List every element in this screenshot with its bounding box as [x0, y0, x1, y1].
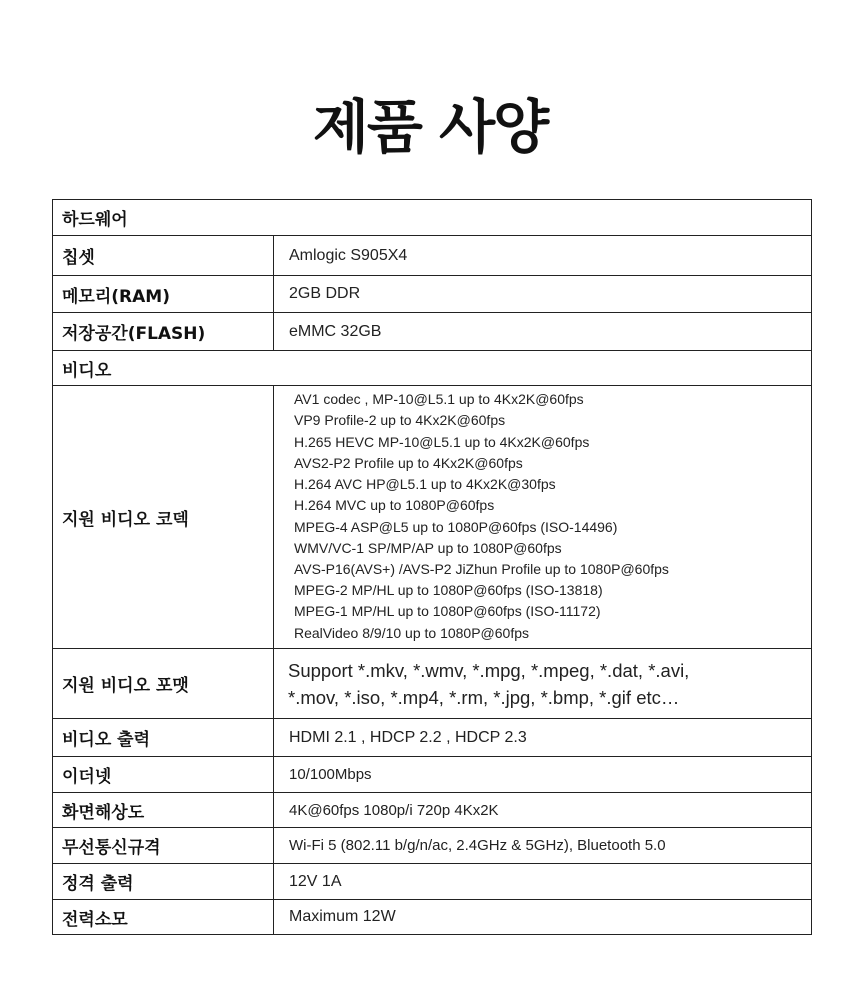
memory-label: 메모리(RAM) [53, 276, 274, 313]
spec-row-rated-output [53, 864, 812, 900]
ethernet-label: 이더넷 [53, 757, 274, 793]
codec-item: H.265 HEVC MP-10@L5.1 up to 4Kx2K@60fps [294, 433, 590, 450]
codec-item: MPEG-1 MP/HL up to 1080P@60fps (ISO-11172) [294, 603, 601, 620]
formats-label: 지원 비디오 포맷 [53, 649, 274, 719]
resolution-value: 4K@60fps 1080p/i 720p 4Kx2K [274, 793, 812, 828]
chipset-label: 칩셋 [53, 236, 274, 276]
codec-item: MPEG-4 ASP@L5 up to 1080P@60fps (ISO-14496) [294, 518, 618, 535]
rated-output-value: 12V 1A [274, 864, 812, 900]
video-out-value: HDMI 2.1 , HDCP 2.2 , HDCP 2.3 [274, 719, 812, 757]
codec-item: WMV/VC-1 SP/MP/AP up to 1080P@60fps [294, 539, 562, 556]
spec-row-ethernet [53, 757, 812, 793]
memory-value: 2GB DDR [274, 276, 812, 313]
spec-row-formats [53, 649, 812, 719]
spec-row-storage [53, 313, 812, 351]
formats-line-1: Support *.mkv, *.wmv, *.mpg, *.mpeg, *.dat, *.avi, [288, 659, 690, 681]
formats-value [274, 649, 812, 719]
codecs-label: 지원 비디오 코덱 [53, 386, 274, 649]
section-heading-hardware: 하드웨어 [53, 200, 812, 236]
power-value: Maximum 12W [274, 900, 812, 935]
storage-label: 저장공간(FLASH) [53, 313, 274, 351]
section-row-video [53, 351, 812, 386]
codec-item: RealVideo 8/9/10 up to 1080P@60fps [294, 624, 530, 641]
codec-item: AVS2-P2 Profile up to 4Kx2K@60fps [294, 454, 523, 471]
spec-row-chipset [53, 236, 812, 276]
codec-item: AVS-P16(AVS+) /AVS-P2 JiZhun Profile up to 1080P@60fps [294, 560, 669, 577]
spec-row-memory [53, 276, 812, 313]
wireless-label: 무선통신규격 [53, 828, 274, 864]
spec-row-resolution [53, 793, 812, 828]
spec-row-video-out [53, 719, 812, 757]
section-heading-video: 비디오 [53, 351, 812, 386]
ethernet-value: 10/100Mbps [274, 757, 812, 793]
rated-output-label: 정격 출력 [53, 864, 274, 900]
wireless-value: Wi-Fi 5 (802.11 b/g/n/ac, 2.4GHz & 5GHz), Bluetooth 5.0 [274, 828, 812, 864]
video-out-label: 비디오 출력 [53, 719, 274, 757]
formats-line-2: *.mov, *.iso, *.mp4, *.rm, *.jpg, *.bmp, *.gif etc… [288, 686, 680, 708]
codec-item: H.264 AVC HP@L5.1 up to 4Kx2K@30fps [294, 476, 556, 493]
formats-text [274, 654, 811, 714]
chipset-value: Amlogic S905X4 [274, 236, 812, 276]
codec-list [274, 386, 811, 647]
resolution-label: 화면해상도 [53, 793, 274, 828]
storage-value: eMMC 32GB [274, 313, 812, 351]
spec-row-power [53, 900, 812, 935]
spec-row-codecs [53, 386, 812, 649]
codec-item: MPEG-2 MP/HL up to 1080P@60fps (ISO-13818) [294, 582, 603, 599]
power-label: 전력소모 [53, 900, 274, 935]
codec-item: H.264 MVC up to 1080P@60fps [294, 497, 495, 514]
spec-row-wireless [53, 828, 812, 864]
spec-table [52, 199, 812, 935]
codec-item: AV1 codec , MP-10@L5.1 up to 4Kx2K@60fps [294, 391, 584, 408]
section-row-hardware [53, 200, 812, 236]
codecs-value [274, 386, 812, 649]
codec-item: VP9 Profile-2 up to 4Kx2K@60fps [294, 412, 506, 429]
page-title: 제품 사양 [312, 93, 548, 161]
